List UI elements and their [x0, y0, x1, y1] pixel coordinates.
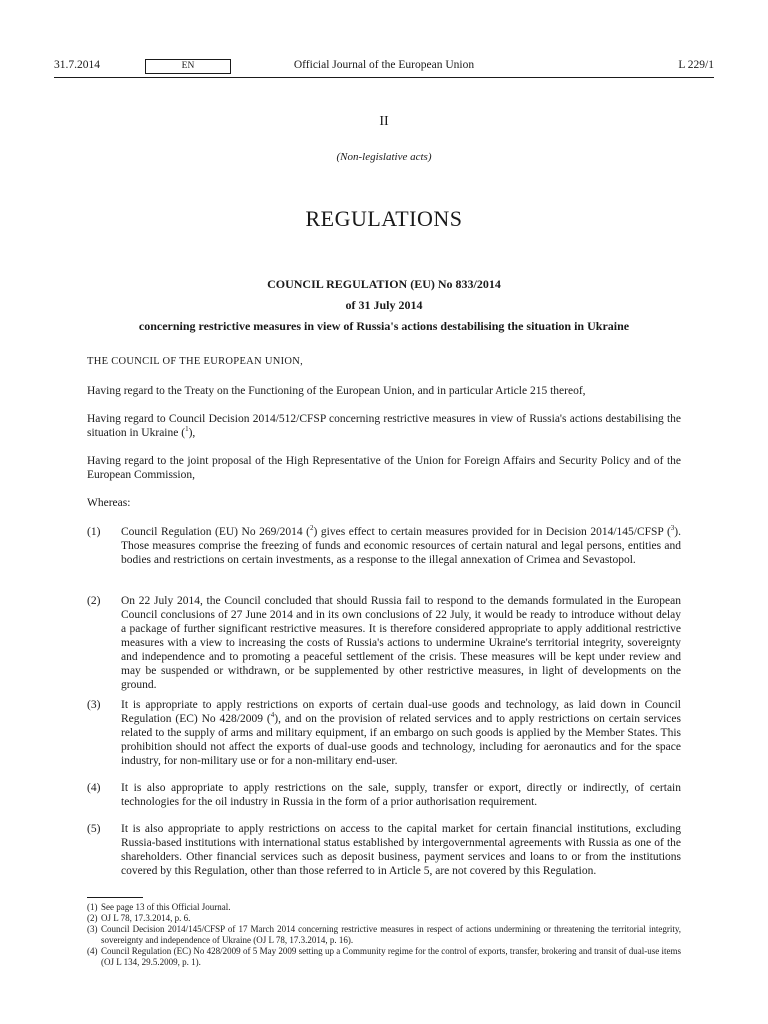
recital-number: (1) [87, 526, 101, 538]
recital-text: It is also appropriate to apply restrictions on access to the capital market for certain financial institutions, excluding Russia-based institutions with international status established by intergovernmental agreements with Russia as one of the shareholders. Other financial services such as deposit business, payment services and loans to or from the institutions covered by this Regulation, other than those referred to in Article 5, are not covered by this Regulation. [121, 823, 681, 877]
recital-text-part: ). Those measures comprise the freezing of funds and economic resources of certain natural and legal persons, entities and bodies and restrictions on certain investments, as a response to the illegal annexation of Crimea and Sevastopol. [121, 526, 682, 566]
footnote-ref: 4 [270, 711, 275, 720]
footnote-ref: 1 [185, 425, 189, 434]
footnote-ref: 3 [670, 524, 675, 533]
recital-number: (2) [87, 595, 101, 607]
recital-number: (3) [87, 699, 101, 711]
footnote-text: Council Decision 2014/145/CFSP of 17 March 2014 concerning restrictive measures in respect of actions undermining or threatening the territorial integrity, sovereignty and independence of Ukraine (OJ L 78, 17.3.2014, p. 16). [101, 924, 681, 945]
preamble-decision [87, 412, 681, 440]
preamble-treaty: Having regard to the Treaty on the Functioning of the European Union, and in particular Article 215 thereof, [87, 385, 586, 397]
footnote-mark: (4) [87, 946, 98, 956]
part-number: II [379, 114, 389, 129]
footnote-text: Council Regulation (EC) No 428/2009 of 5 May 2009 setting up a Community regime for the control of exports, transfer, brokering and transit of dual-use items (OJ L 134, 29.5.2009, p. 1). [101, 946, 681, 967]
recital-text-part: It is appropriate to apply restrictions on exports of certain dual-use goods and technology, as laid down in Council Regulation (EC) No 428/2009 ( [121, 699, 681, 725]
preamble-decision-text: Having regard to Council Decision 2014/512/CFSP concerning restrictive measures in view of Russia's actions destabilising the situation in Ukraine ( [87, 413, 681, 439]
regulation-subject: concerning restrictive measures in view of Russia's actions destabilising the situation in Ukraine [138, 319, 630, 333]
recital-number: (5) [87, 823, 101, 835]
preamble-proposal: Having regard to the joint proposal of the High Representative of the Union for Foreign Affairs and Security Policy and of the European Commission, [87, 455, 681, 481]
footnote-item [87, 924, 681, 946]
recital-text [121, 525, 681, 567]
preamble-decision-end: ), [188, 427, 196, 439]
footnote-mark: (3) [87, 924, 98, 934]
language-badge: EN [145, 59, 231, 74]
acts-subtitle: (Non-legislative acts) [336, 151, 432, 163]
footnote-mark: (1) [87, 902, 98, 912]
recital-text [121, 698, 681, 768]
footnote-text: OJ L 78, 17.3.2014, p. 6. [101, 913, 191, 923]
footnotes [87, 902, 681, 968]
regulation-title: COUNCIL REGULATION (EU) No 833/2014 [267, 277, 501, 291]
footnote-item [87, 902, 681, 913]
page-reference: L 229/1 [678, 59, 714, 71]
council-line: THE COUNCIL OF THE EUROPEAN UNION, [87, 356, 304, 367]
publication-date: 31.7.2014 [54, 59, 100, 71]
header-divider [54, 77, 714, 78]
recital-text-part: Council Regulation (EU) No 269/2014 ( [121, 526, 311, 538]
recital-text: On 22 July 2014, the Council concluded that should Russia fail to respond to the demands formulated in the European Council conclusions of 27 June 2014 and in its own conclusions of 22 July, it would be ready to introduce without delay a package of further significant restrictive measures. It is therefore considered appropriate to apply additional restrictive measures with a view to increasing the costs of Russia's actions to undermine Ukraine's territorial integrity, sovereignty and independence and to promoting a peaceful settlement of the crisis. These measures will be kept under review and may be suspended or withdrawn, or be supplemented by other restrictive measures, in light of developments on the ground. [121, 595, 681, 691]
footnote-text: See page 13 of this Official Journal. [101, 902, 231, 912]
recital-text-part: ), and on the provision of related services and to apply restrictions on certain services related to the supply of arms and military equipment, if an embargo on such goods is applied by the Member States. This prohibition should not affect the exports of dual-use goods and technology, including for aeronautics and for the space industry, for non-military use or for a non-military end-user. [121, 713, 681, 767]
recital-text: It is also appropriate to apply restrictions on the sale, supply, transfer or export, directly or indirectly, of certain technologies for the oil industry in Russia in the form of a prior authorisation requirement. [121, 782, 681, 808]
footnote-ref: 2 [310, 524, 314, 533]
recital-text-part: ) gives effect to certain measures provided for in Decision 2014/145/CFSP ( [313, 526, 671, 538]
regulation-date: of 31 July 2014 [345, 298, 423, 312]
whereas-line: Whereas: [87, 497, 131, 509]
footnote-item [87, 946, 681, 968]
footnote-item [87, 913, 681, 924]
footnote-divider [87, 897, 143, 898]
section-heading: REGULATIONS [305, 206, 463, 231]
recital-number: (4) [87, 782, 101, 794]
footnote-mark: (2) [87, 913, 98, 923]
journal-title: Official Journal of the European Union [293, 59, 475, 71]
journal-header [54, 58, 714, 76]
